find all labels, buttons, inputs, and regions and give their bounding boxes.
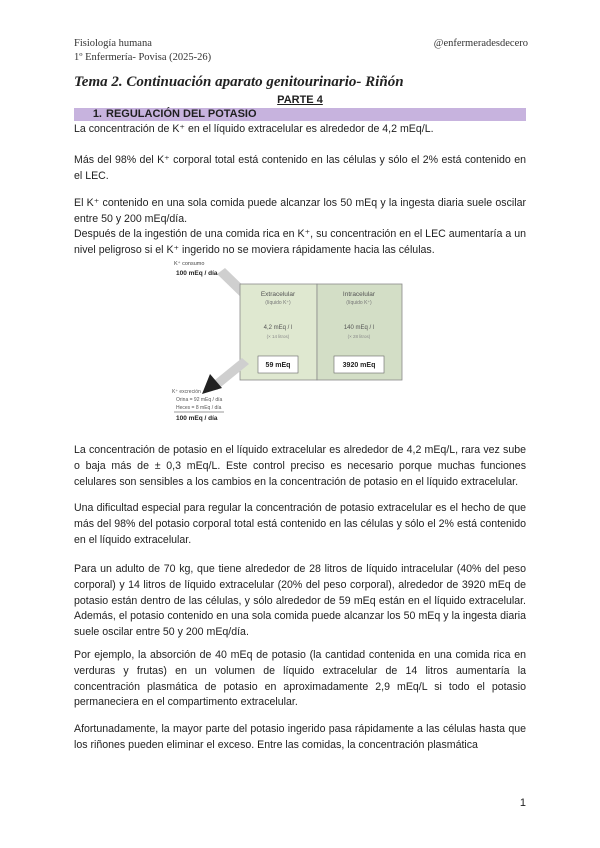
output-total: 100 mEq / día [176,415,218,422]
intake-value: 100 mEq / día [176,270,218,277]
header-subject: Fisiología humana [74,38,152,49]
extracellular-concentration: 4,2 mEq / l [263,325,293,331]
extracellular-title: Extracelular [260,291,296,298]
part-heading: PARTE 4 [277,94,323,106]
section-number: 1. [92,108,102,120]
extracellular-subtitle: (líquido K⁺) [265,300,291,306]
section-title: REGULACIÓN DEL POTASIO [106,108,257,120]
page-title: Tema 2. Continuación aparato genitourinario- Riñón [74,74,404,90]
intracellular-title: Intracelular [342,291,376,298]
paragraph: La concentración de potasio en el líquido extracelular es alrededor de 4,2 mEq/L, rara vez sube o baja más de ± 0,3 mEq/L. Este control preciso es necesario porque muchas funciones celulares son sensibles a los cambios en la concentración de potasio en el líquido extracelular. [74,444,526,488]
paragraph: La concentración de K⁺ en el líquido extracelular es alrededor de 4,2 mEq/L. [74,123,434,135]
output-urine: Orina = 92 mEq / día [176,397,223,403]
intracellular-subtitle: (líquido K⁺) [346,300,372,306]
page-number: 1 [519,797,526,809]
output-feces: Heces = 8 mEq / día [176,405,222,411]
intake-label: K⁺ consumo [174,261,205,267]
extracellular-note: (× 14 litros) [266,334,290,339]
paragraph: Después de la ingestión de una comida rica en K⁺, su concentración en el LEC aumentaría a un nivel peligroso si el K⁺ ingerido no se moviera rápidamente hacia las células. [74,228,526,256]
intracellular-total: 3920 mEq [342,362,376,369]
intracellular-note: (× 28 litros) [347,334,371,339]
potassium-distribution-figure [170,256,430,426]
paragraph: Una dificultad especial para regular la concentración de potasio extracelular es el hecho de que más del 98% del potasio corporal total está contenido en las células y sólo el 2% está contenido en el líquido extracelular. [74,502,526,546]
header-course: 1º Enfermería- Povisa (2025-26) [74,52,212,63]
paragraph: El K⁺ contenido en una sola comida puede alcanzar los 50 mEq y la ingesta diaria suele oscilar entre 50 y 200 mEq/día. [74,197,526,225]
paragraph: Para un adulto de 70 kg, que tiene alrededor de 28 litros de líquido intracelular (40% del peso corporal) y 14 litros de líquido extracelular (20% del peso corporal), alrededor de 3920 mEq de potasio están dentro de las células, y sólo alrededor de 59 mEq están en el líquido extracelular. Además, el potasio contenido en una sola comida puede alcanzar los 50 mEq y la ingesta diaria suele oscilar entre 50 y 200 mEq/día. [74,563,526,639]
header-handle: @enfermeradesdecero [433,38,528,49]
output-label: K⁺ excreción [172,389,201,395]
paragraph: Más del 98% del K⁺ corporal total está contenido en las células y sólo el 2% está contenido en el LEC. [74,154,526,182]
intracellular-concentration: 140 mEq / l [343,325,375,331]
extracellular-total: 59 mEq [265,362,291,369]
paragraph: Por ejemplo, la absorción de 40 mEq de potasio (la cantidad contenida en una comida rica en verduras y frutas) en un volumen de líquido extracelular de 14 litros aumentaría la concentración plasmática de potasio en aproximadamente 2,9 mEq/L si todo el potasio permaneciera en el compartimento extracelular. [74,649,526,709]
section-heading [74,108,526,121]
paragraph: Afortunadamente, la mayor parte del potasio ingerido pasa rápidamente a las células hasta que los riñones pueden eliminar el exceso. Entre las comidas, la concentración plasmática [74,723,526,751]
